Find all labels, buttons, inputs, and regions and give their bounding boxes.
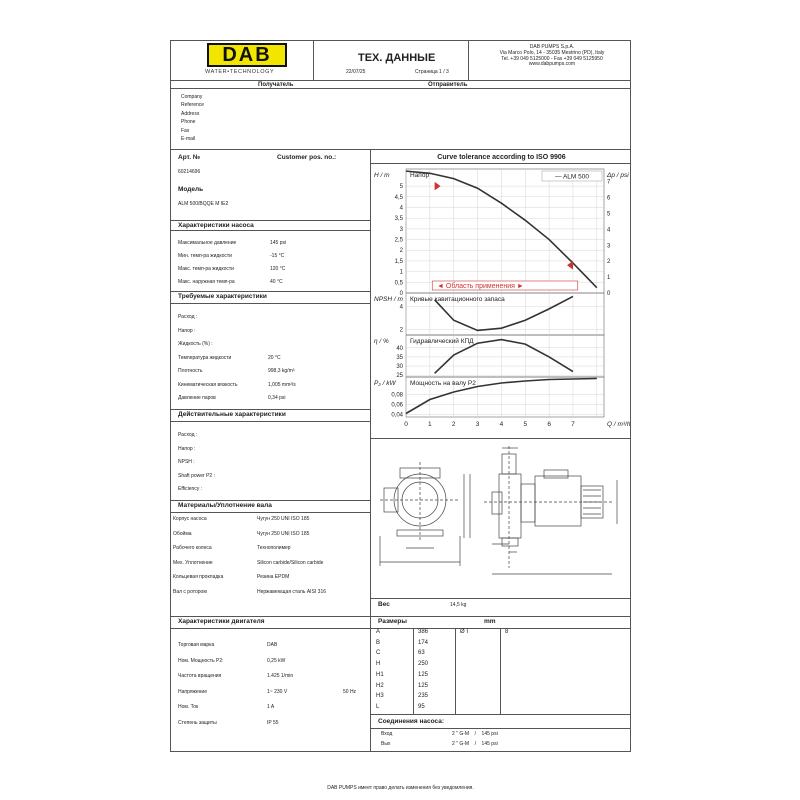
field-email: E-mail	[181, 136, 196, 143]
motor-key: Частота вращения	[178, 673, 222, 679]
material-key: Корпус насоса	[173, 516, 207, 522]
application-range-label: ◄ Область применения ►	[437, 283, 524, 290]
motor-title: Характеристики двигателя	[178, 618, 265, 625]
customer-pos-label: Customer pos. no.:	[277, 154, 337, 161]
dim-key: C	[376, 650, 381, 657]
dim-value: 235	[418, 693, 429, 700]
document-title: ТЕХ. ДАННЫЕ	[358, 52, 436, 64]
motor-value-2: 50 Hz	[343, 688, 357, 695]
connection-inlet-label: Вход	[381, 731, 393, 737]
dim-value: 250	[418, 661, 429, 668]
y2-tick-label: 3	[607, 243, 611, 250]
pump-char-key: Мин. темп-ра жидкости	[178, 253, 232, 259]
chart-panel-title: Кривые кавитационного запаса	[410, 296, 505, 303]
y2-tick-label: 5	[607, 211, 611, 218]
connection-outlet-label: Вых	[381, 741, 391, 747]
required-key: Температура жидкости	[178, 354, 232, 361]
art-value: 60214696	[178, 169, 201, 175]
page-number: Страница 1 / 3	[415, 69, 449, 75]
field-fax: Fax	[181, 127, 190, 134]
y-tick-label: 4	[399, 205, 403, 212]
actual-title: Действительные характеристики	[178, 411, 286, 418]
connections-label: Соединения насоса:	[378, 718, 444, 725]
dim-value: 63	[418, 650, 425, 657]
y-tick-label: 35	[396, 354, 403, 361]
connection-inlet-value: 2 " G-M / 145 psi	[452, 731, 498, 737]
y2-axis-label: Δp / psi	[607, 172, 629, 179]
dab-logo-box	[207, 43, 287, 67]
x-tick-label: 6	[547, 421, 551, 428]
material-value: Чугун 250 UNI ISO 185	[257, 516, 310, 522]
pump-char-title: Характеристики насоса	[178, 222, 254, 229]
legend-entry: — ALM 500	[555, 173, 589, 181]
weight-value: 14,5 kg	[450, 602, 467, 608]
dim-key: H3	[376, 693, 384, 700]
material-value: Нержавеющая сталь AISI 316	[257, 588, 327, 595]
y-tick-label: 30	[396, 364, 403, 371]
y-tick-label: 2	[399, 248, 403, 255]
required-value: 998,3 kg/m³	[268, 368, 295, 374]
y-tick-label: 0,5	[394, 280, 403, 287]
y-tick-label: 25	[396, 373, 403, 380]
required-key: Жидкость (%) :	[178, 341, 213, 347]
motor-value: 1.425 1/min	[267, 673, 294, 679]
x-tick-label: 5	[523, 421, 528, 428]
dim-value: 386	[418, 629, 429, 635]
pump-char-value: 40 °C	[270, 279, 283, 285]
footer-note: DAB PUMPS имеет право делать изменения без уведомления.	[327, 785, 474, 791]
motor-value: DAB	[267, 642, 278, 648]
pump-char-key: Максимальное давление	[178, 240, 237, 246]
y-axis-label: P₂ / kW	[374, 380, 396, 387]
sender-label: Отправитель	[428, 82, 468, 88]
pump-char-key: Макс. наружная темп-ра	[178, 279, 235, 285]
drawing-motor	[535, 476, 581, 526]
chart-panel-title: Гидравлический КПД	[410, 338, 474, 345]
y-tick-label: 5	[399, 184, 403, 191]
motor-value: IP 55	[267, 719, 279, 726]
required-key: Плотность	[178, 368, 203, 374]
pump-char-key: Макс. темп-ра жидкости	[178, 266, 234, 272]
material-value: Резина EPDM	[257, 574, 290, 580]
model-value: ALM 500/BQQE M IE2	[178, 201, 229, 207]
y2-tick-label: 1	[607, 275, 611, 282]
actual-key: Напор :	[178, 445, 196, 452]
y-tick-label: 2	[399, 327, 403, 334]
motor-key: Ном. Мощность P2:	[178, 657, 224, 664]
pump-char-value: 120 °C	[270, 266, 286, 272]
motor-key: Степень защиты	[178, 719, 217, 726]
dim-key: A	[376, 629, 381, 635]
company-line: Via Marco Polo, 14 - 35035 Mestrino (PD), Italy	[499, 49, 605, 56]
weight-label: Вес	[378, 601, 390, 608]
pump-char-value: -15 °C	[270, 253, 285, 259]
material-key: Кольцевая прокладка	[173, 574, 224, 580]
dim-key: H	[376, 661, 381, 668]
actual-key: Efficiency :	[178, 486, 203, 492]
material-key: Вал с ротором	[173, 588, 207, 595]
y-tick-label: 4	[399, 304, 403, 311]
dims-extra-key: Ø I	[460, 629, 469, 635]
y-tick-label: 2,5	[394, 237, 403, 244]
y-tick-label: 3,5	[394, 216, 403, 223]
material-key: Обойма	[173, 530, 192, 537]
actual-key: Shaft power P2 :	[178, 472, 215, 479]
y-tick-label: 0,08	[391, 392, 403, 399]
dim-value: 125	[418, 671, 429, 678]
y-tick-label: 40	[396, 345, 403, 352]
x-tick-label: 1	[428, 421, 432, 428]
required-value: 1,005 mm²/s	[268, 381, 296, 388]
required-value: 20 °C	[268, 354, 281, 361]
dab-logo-text: DAB	[222, 43, 272, 66]
recipient-fields	[181, 93, 204, 143]
field-address: Address	[181, 110, 200, 117]
motor-key: Ном. Ток	[178, 704, 199, 710]
motor-value: 1 A	[267, 704, 275, 710]
x-tick-label: 2	[451, 421, 456, 428]
y-tick-label: 1,5	[394, 258, 403, 265]
material-value: Технополимер	[257, 545, 291, 551]
drawing-inlet	[502, 538, 518, 546]
required-key: Расход :	[178, 314, 198, 320]
dims-extra-value: 8	[505, 629, 509, 635]
y2-tick-label: 6	[607, 195, 611, 202]
motor-value: 1~ 230 V	[267, 688, 288, 695]
dim-value: 125	[418, 682, 429, 689]
chart-panel-title: Напор	[410, 172, 430, 179]
y-tick-label: 0	[399, 291, 403, 297]
dim-key: B	[376, 639, 381, 646]
company-line: Tel. +39 049 5125000 - Fax +39 049 5125950	[501, 55, 603, 62]
y2-tick-label: 7	[607, 179, 611, 186]
chart-panel-title: Мощность на валу P2	[410, 380, 476, 387]
y2-tick-label: 0	[607, 291, 611, 297]
required-key: Кинематическая вязкость	[178, 381, 238, 388]
x-axis-label: Q / m³/h	[607, 421, 631, 428]
material-key: Рабочего колеса	[173, 545, 212, 551]
art-label: Арт. №	[178, 154, 201, 161]
y-axis-label: η / %	[374, 338, 389, 345]
y-tick-label: 0,04	[391, 412, 403, 419]
y-tick-label: 0,06	[391, 402, 403, 409]
dims-unit: mm	[484, 618, 496, 625]
field-reference: Reference	[181, 102, 205, 109]
material-key: Мех. Уплотнение	[173, 559, 213, 566]
materials-title: Материалы/Уплотнение вала	[178, 502, 272, 509]
required-key: Давление паров	[178, 395, 216, 401]
performance-charts	[370, 163, 631, 438]
field-phone: Phone	[181, 119, 196, 126]
model-label: Модель	[178, 186, 204, 193]
pump-dimension-drawing	[372, 440, 629, 598]
x-tick-label: 4	[499, 421, 504, 428]
actual-key: Расход :	[178, 432, 198, 438]
motor-key: Торговая марка	[178, 642, 215, 648]
dab-logo	[205, 43, 309, 77]
dims-label: Размеры	[378, 618, 407, 625]
required-title: Требуемые характеристики	[178, 293, 267, 300]
required-value: 0,34 psi	[268, 395, 286, 401]
field-company: Company	[181, 94, 203, 100]
y-axis-label: H / m	[374, 172, 390, 179]
dim-value: 95	[418, 703, 425, 710]
actual-key: NPSH :	[178, 459, 195, 465]
x-tick-label: 0	[404, 421, 408, 428]
range-end-marker	[567, 261, 573, 270]
y-axis-label: NPSH / m	[374, 296, 403, 303]
drawing-terminal-box	[544, 470, 568, 478]
receiver-label: Получатель	[258, 82, 294, 88]
y-tick-label: 3	[399, 226, 403, 233]
dim-key: H2	[376, 682, 384, 689]
x-tick-label: 7	[571, 421, 575, 428]
y-tick-label: 4,5	[394, 194, 403, 201]
dab-logo-subtext: WATER•TECHNOLOGY	[205, 69, 275, 75]
connection-outlet-value: 2 " G-M / 145 psi	[452, 741, 498, 747]
company-address	[475, 45, 629, 68]
y2-tick-label: 4	[607, 227, 611, 234]
company-line: DAB PUMPS S.p.A.	[529, 44, 575, 50]
y-tick-label: 1	[399, 269, 403, 276]
material-value: Чугун 250 UNI ISO 185	[257, 530, 310, 537]
motor-key: Напряжение	[178, 688, 207, 695]
range-start-marker	[435, 182, 441, 191]
company-line: www.dabpumps.com	[528, 61, 576, 68]
dim-key: H1	[376, 671, 384, 678]
material-value: Silicon carbide/Silicon carbide	[257, 559, 324, 566]
required-key: Напор :	[178, 327, 196, 334]
x-tick-label: 3	[475, 421, 480, 428]
motor-value: 0,25 kW	[267, 657, 286, 664]
dim-value: 174	[418, 639, 429, 646]
pump-char-value: 145 psi	[270, 240, 287, 246]
dim-key: L	[376, 703, 380, 710]
y2-tick-label: 2	[607, 259, 611, 266]
document-date: 22/07/25	[346, 69, 366, 75]
curve-title: Curve tolerance according to ISO 9906	[437, 154, 566, 161]
